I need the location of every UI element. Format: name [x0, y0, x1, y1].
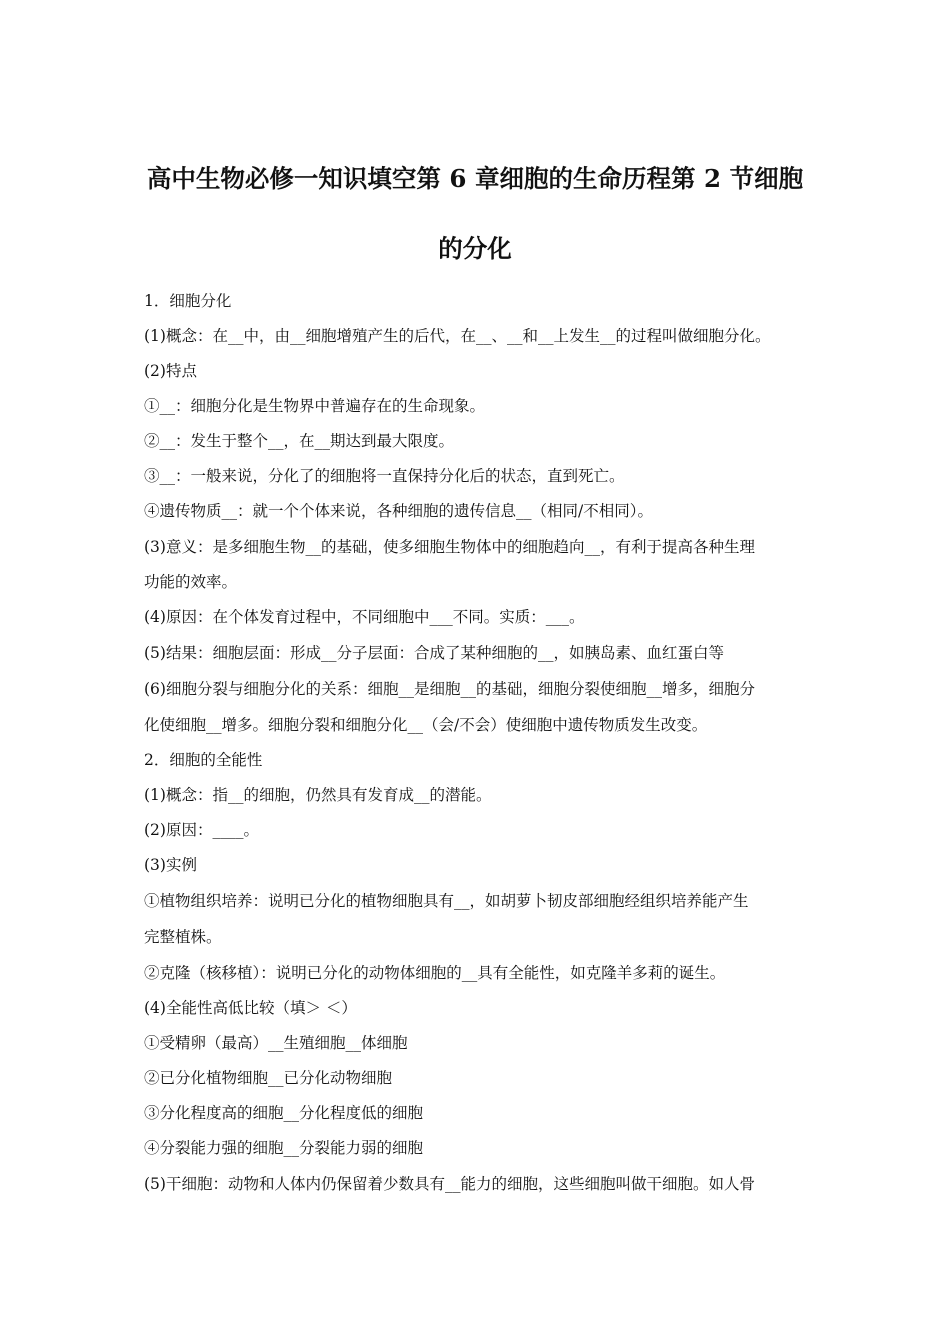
- text-line: (3)实例: [144, 856, 197, 874]
- text-line: ①__：细胞分化是生物界中普遍存在的生命现象。: [144, 397, 486, 415]
- text-line: (1)概念：在__中，由__细胞增殖产生的后代，在__、__和__上发生__的过程叫做细胞分化。: [144, 327, 771, 345]
- text-line: (5)干细胞：动物和人体内仍保留着少数具有__能力的细胞，这些细胞叫做干细胞。如人骨: [144, 1175, 755, 1193]
- text-line: 功能的效率。: [144, 573, 238, 591]
- text-line: 完整植株。: [144, 928, 222, 946]
- text-line: ①植物组织培养：说明已分化的植物细胞具有__，如胡萝卜韧皮部细胞经组织培养能产生: [144, 892, 749, 910]
- text-line: ④分裂能力强的细胞__分裂能力弱的细胞: [144, 1139, 424, 1157]
- text-line: ①受精卵（最高）__生殖细胞__体细胞: [144, 1034, 408, 1052]
- text-line: ③__：一般来说，分化了的细胞将一直保持分化后的状态，直到死亡。: [144, 467, 625, 485]
- text-line: (4)原因：在个体发育过程中，不同细胞中___不同。实质：___。: [144, 608, 585, 626]
- text-line: ③分化程度高的细胞__分化程度低的细胞: [144, 1104, 424, 1122]
- text-line: (6)细胞分裂与细胞分化的关系：细胞__是细胞__的基础，细胞分裂使细胞__增多，细胞分: [144, 680, 755, 698]
- text-line: (3)意义：是多细胞生物__的基础，使多细胞生物体中的细胞趋向__，有利于提高各种生理: [144, 538, 755, 556]
- section-heading-totipotency: 2．细胞的全能性: [144, 751, 263, 769]
- text-line: 化使细胞__增多。细胞分裂和细胞分化__（会/不会）使细胞中遗传物质发生改变。: [144, 716, 708, 734]
- text-line: (5)结果：细胞层面：形成__分子层面：合成了某种细胞的__，如胰岛素、血红蛋白等: [144, 644, 724, 662]
- text-line: (4)全能性高低比较（填＞ ＜）: [144, 999, 357, 1017]
- page-title-line-2: 的分化: [438, 234, 512, 263]
- text-line: ②克隆（核移植）：说明已分化的动物体细胞的__具有全能性，如克隆羊多莉的诞生。: [144, 964, 726, 982]
- page-title-line-1: 高中生物必修一知识填空第 6 章细胞的生命历程第 2 节细胞: [146, 164, 804, 193]
- text-line: ②已分化植物细胞__已分化动物细胞: [144, 1069, 393, 1087]
- text-line: ④遗传物质__：就一个个体来说，各种细胞的遗传信息__（相同/不相同）。: [144, 502, 653, 520]
- text-line: (2)特点: [144, 362, 197, 380]
- text-line: ②__：发生于整个__，在__期达到最大限度。: [144, 432, 455, 450]
- text-line: (1)概念：指__的细胞，仍然具有发育成__的潜能。: [144, 786, 492, 804]
- text-line: (2)原因：____。: [144, 821, 259, 839]
- section-heading-cell-differentiation: 1．细胞分化: [144, 292, 232, 310]
